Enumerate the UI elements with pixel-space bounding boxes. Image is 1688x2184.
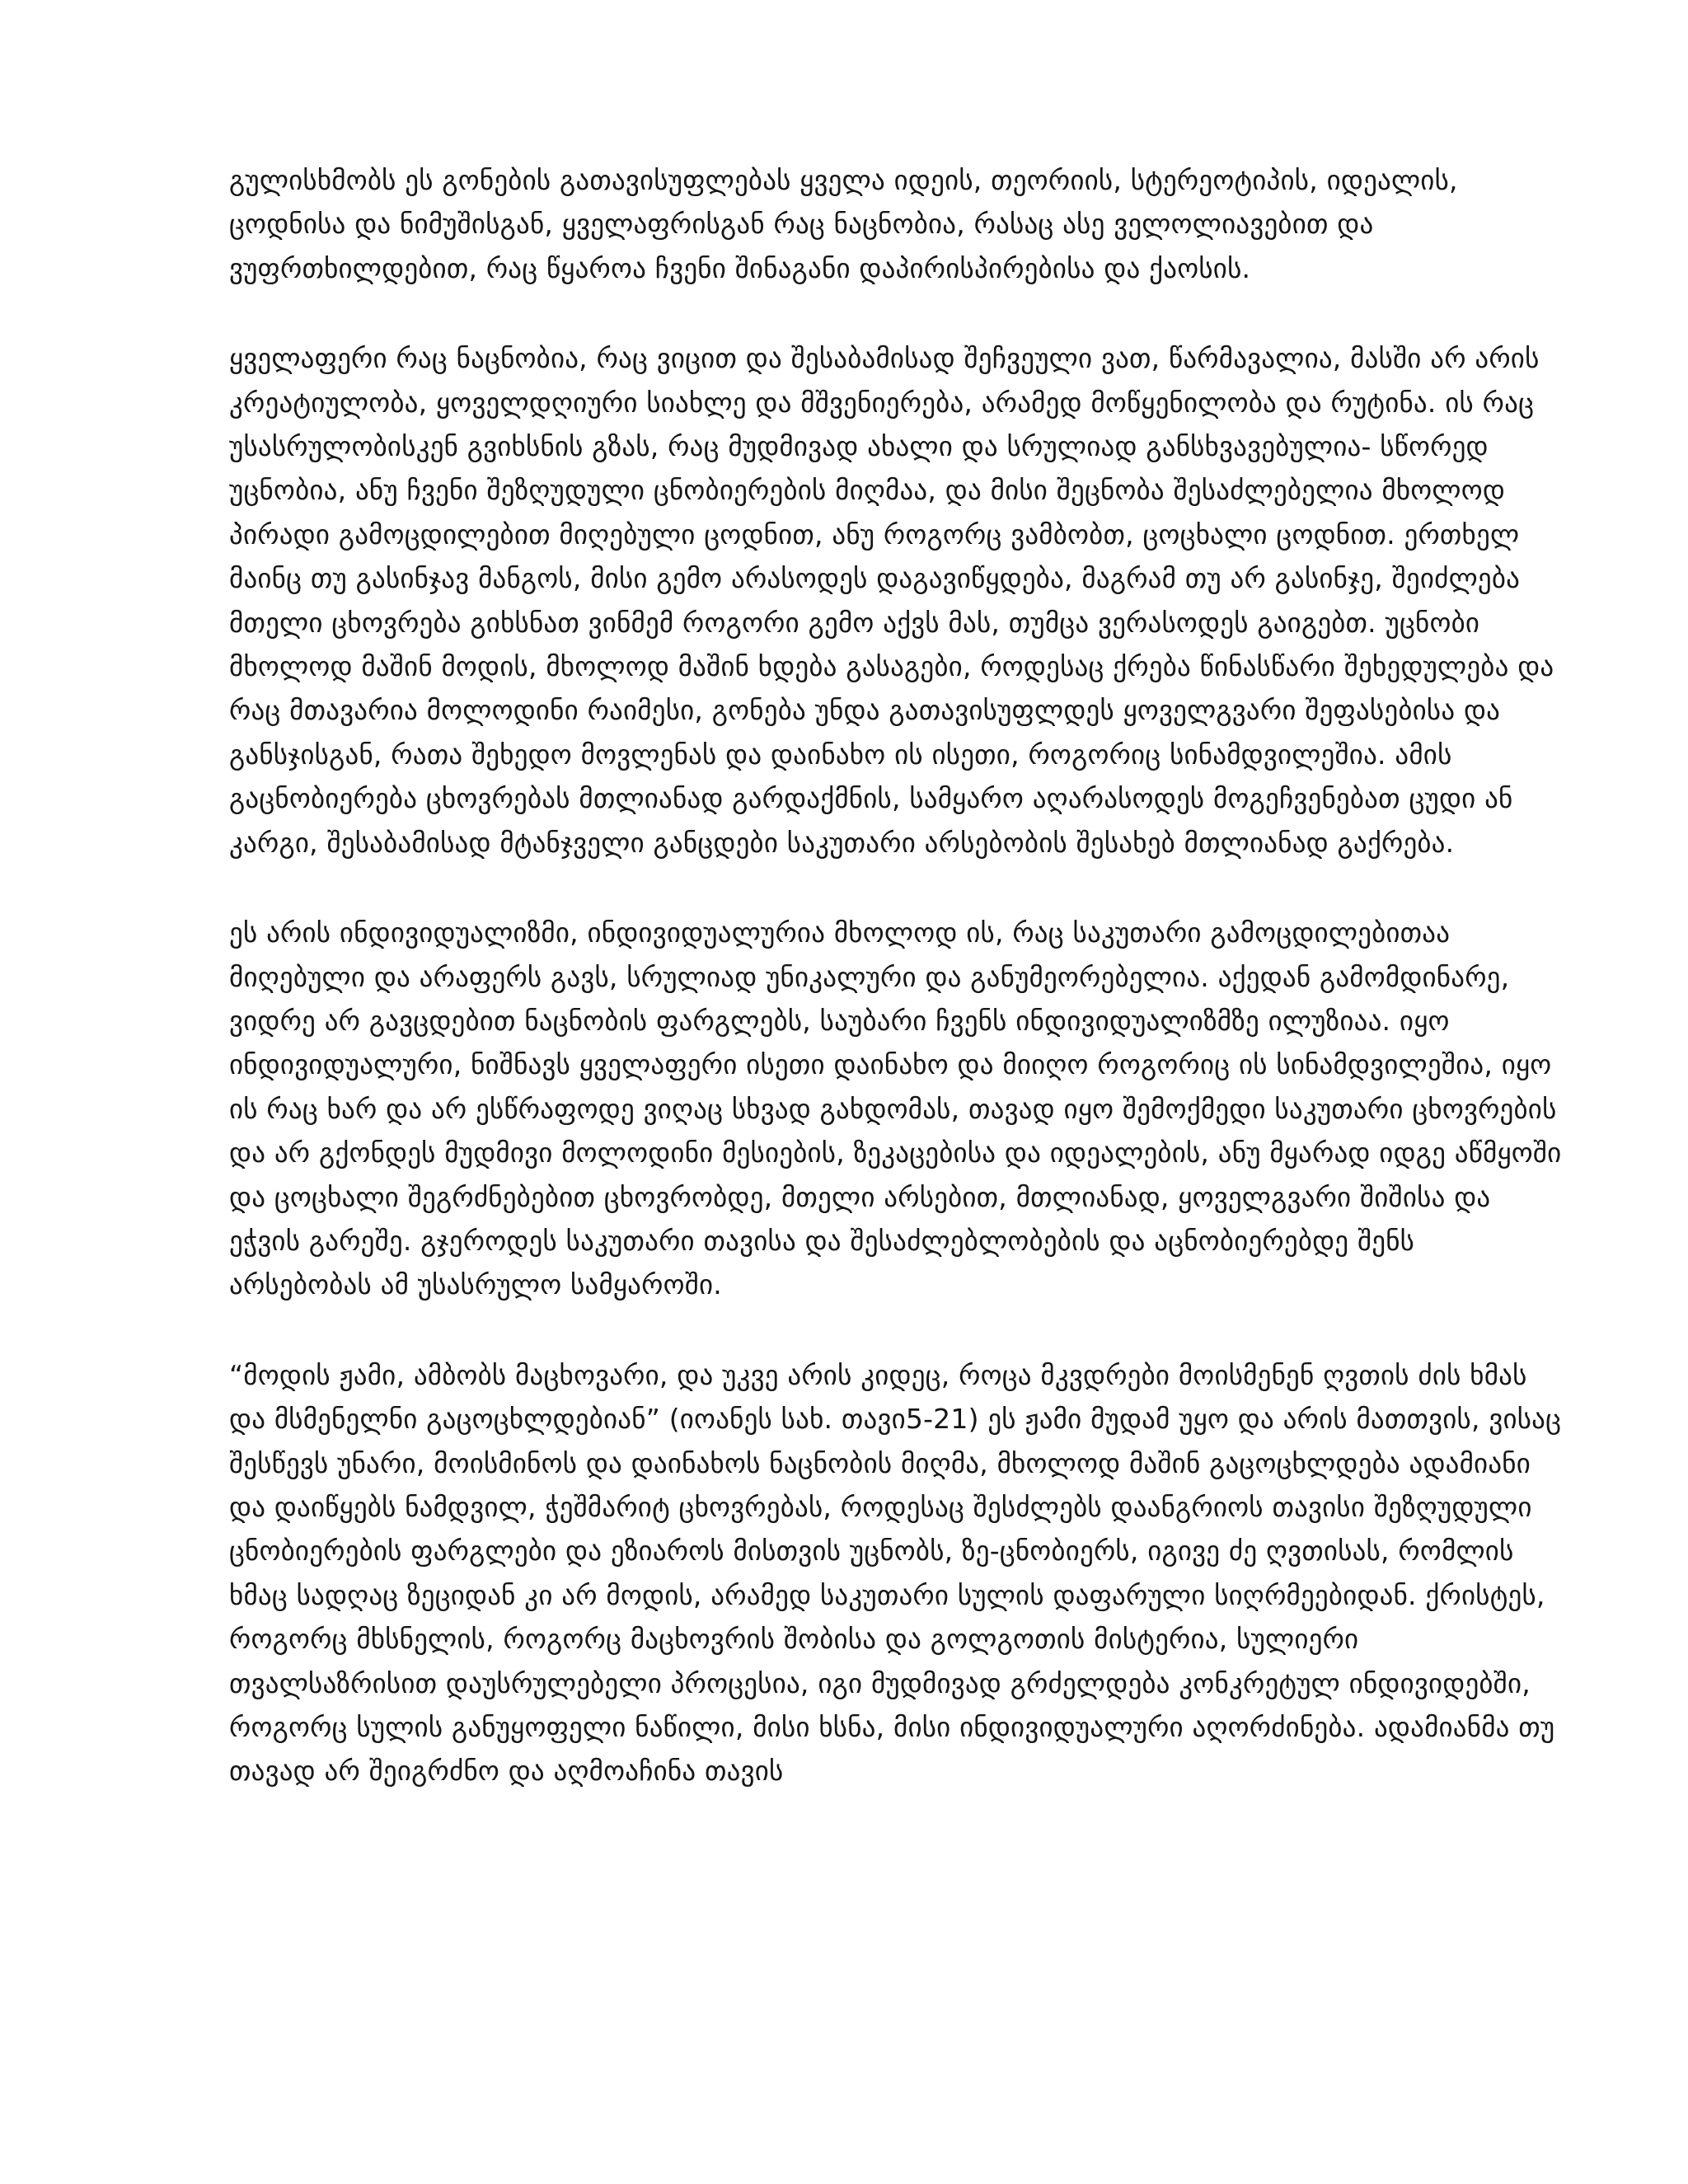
document-body [229, 158, 1564, 1793]
paragraph-4: “მოდის ჟამი, ამბობს მაცხოვარი, და უკვე არის კიდეც, როცა მკვდრები მოისმენენ ღვთის ძის ხმას და მსმენელნი გაცოცხლდებიან” (იოანეს სახ. თავი5-21) ეს ჟამი მუდამ უყო და არის მათთვის, ვისაც შესწევს უნარი, მოისმინოს და დაინახოს ნაცნობის მიღმა, მხოლოდ მაშინ გაცოცხლდება ადამიანი და დაიწყებს ნამდვილ, ჭეშმარიტ ცხოვრებას, როდესაც შესძლებს დაანგრიოს თავისი შეზღუდული ცნობიერების ფარგლები და ეზიაროს მისთვის უცნობს, ზე-ცნობიერს, იგივე ძე ღვთისას, რომლის ხმაც სადღაც ზეციდან კი არ მოდის, არამედ საკუთარი სულის დაფარული სიღრმეებიდან. ქრისტეს, როგორც მხსნელის, როგორც მაცხოვრის შობისა და გოლგოთის მისტერია, სულიერი თვალსაზრისით დაუსრულებელი პროცესია, იგი მუდმივად გრძელდება კონკრეტულ ინდივიდებში, როგორც სულის განუყოფელი ნაწილი, მისი ხსნა, მისი ინდივიდუალური აღორძინება. ადამიანმა თუ თავად არ შეიგრძნო და აღმოაჩინა თავის [229, 1358, 1562, 1788]
paragraph-2: ყველაფერი რაც ნაცნობია, რაც ვიცით და შესაბამისად შეჩვეული ვათ, წარმავალია, მასში არ არის კრეატიულობა, ყოველდღიური სიახლე და მშვენიერება, არამედ მოწყენილობა და რუტინა. ის რაც უსასრულობისკენ გვიხსნის გზას, რაც მუდმივად ახალი და სრულიად განსხვავებულია- სწორედ უცნობია, ანუ ჩვენი შეზღუდული ცნობიერების მიღმაა, და მისი შეცნობა შესაძლებელია მხოლოდ პირადი გამოცდილებით მიღებული ცოდნით, ანუ როგორც ვამბობთ, ცოცხალი ცოდნით. ერთხელ მაინც თუ გასინჯავ მანგოს, მისი გემო არასოდეს დაგავიწყდება, მაგრამ თუ არ გასინჯე, შეიძლება მთელი ცხოვრება გიხსნათ ვინმემ როგორი გემო აქვს მას, თუმცა ვერასოდეს გაიგებთ. უცნობი მხოლოდ მაშინ მოდის, მხოლოდ მაშინ ხდება გასაგები, როდესაც ქრება წინასწარი შეხედულება და რაც მთავარია მოლოდინი რაიმესი, გონება უნდა გათავისუფლდეს ყოველგვარი შეფასებისა და განსჯისგან, რათა შეხედო მოვლენას და დაინახო ის ისეთი, როგორიც სინამდვილეშია. ამის გაცნობიერება ცხოვრებას მთლიანად გარდაქმნის, სამყარო აღარასოდეს მოგეჩვენებათ ცუდი ან კარგი, შესაბამისად მტანჯველი განცდები საკუთარი არსებობის შესახებ მთლიანად გაქრება. [229, 342, 1554, 859]
paragraph-3: ეს არის ინდივიდუალიზმი, ინდივიდუალურია მხოლოდ ის, რაც საკუთარი გამოცდილებითაა მიღებული და არაფერს გავს, სრულიად უნიკალური და განუმეორებელია. აქედან გამომდინარე, ვიდრე არ გავცდებით ნაცნობის ფარგლებს, საუბარი ჩვენს ინდივიდუალიზმზე ილუზიაა. იყო ინდივიდუალური, ნიშნავს ყველაფერი ისეთი დაინახო და მიიღო როგორიც ის სინამდვილეშია, იყო ის რაც ხარ და არ ესწრაფოდე ვიღაც სხვად გახდომას, თავად იყო შემოქმედი საკუთარი ცხოვრების და არ გქონდეს მუდმივი მოლოდინი მესიების, ზეკაცებისა და იდეალების, ანუ მყარად იდგე აწმყოში და ცოცხალი შეგრძნებებით ცხოვრობდე, მთელი არსებით, მთლიანად, ყოველგვარი შიშისა და ეჭვის გარეშე. გჯეროდეს საკუთარი თავისა და შესაძლებლობების და აცნობიერებდე შენს არსებობას ამ უსასრულო სამყაროში. [229, 916, 1562, 1301]
paragraph-1: გულისხმობს ეს გონების გათავისუფლებას ყველა იდეის, თეორიის, სტერეოტიპის, იდეალის, ცოდნისა და ნიმუშისგან, ყველაფრისგან რაც ნაცნობია, რასაც ასე ველოლიავებით და ვუფრთხილდებით, რაც წყაროა ჩვენი შინაგანი დაპირისპირებისა და ქაოსის. [229, 164, 1458, 284]
